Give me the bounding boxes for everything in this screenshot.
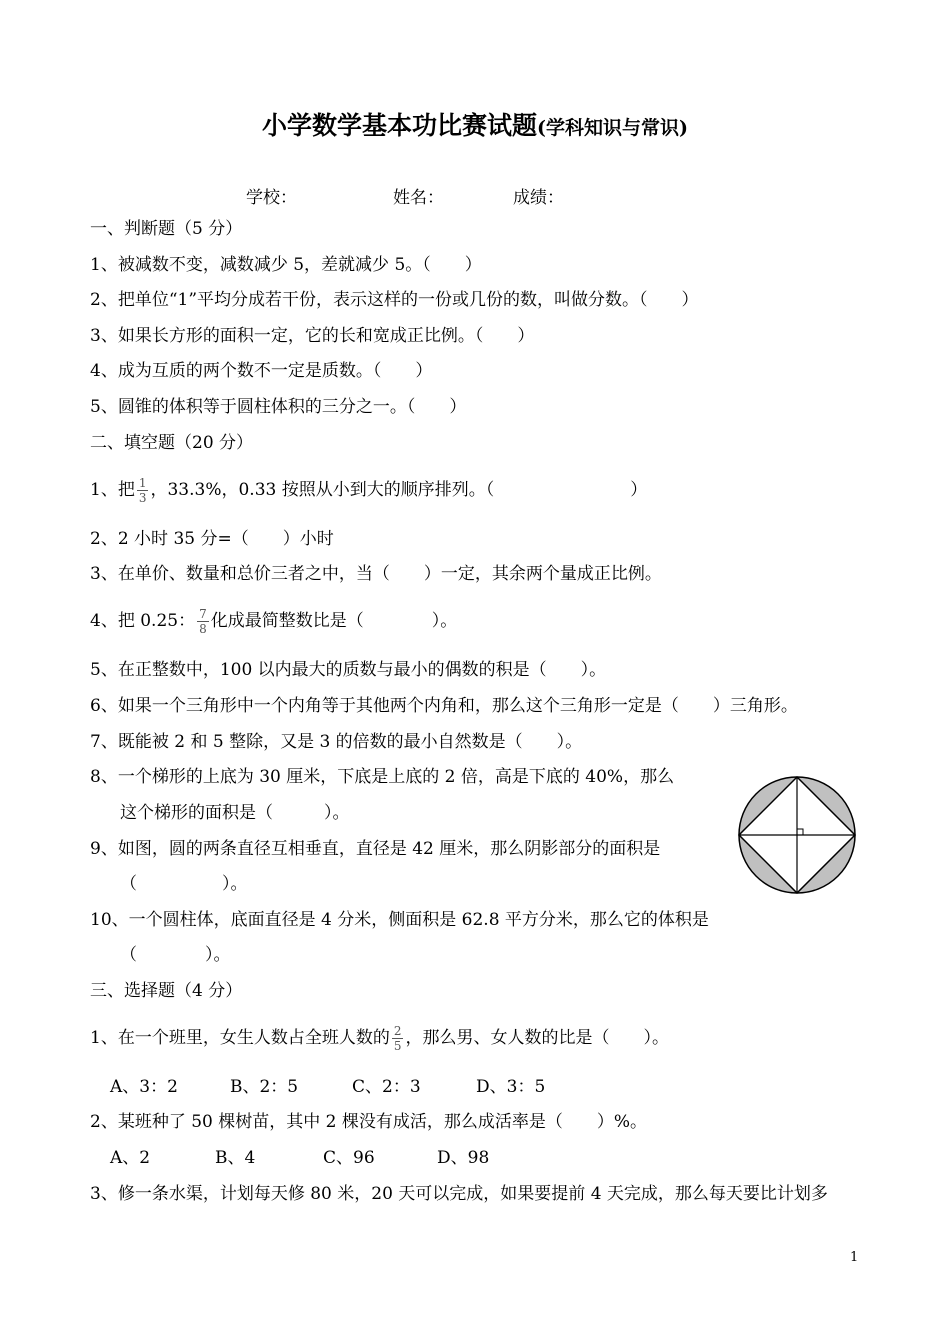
s2-question-8-line2: 这个梯形的面积是（ ）。 xyxy=(120,803,350,823)
section3-heading: 三、选择题（4 分） xyxy=(90,981,243,1001)
s2-question-10-line2: （ ）。 xyxy=(120,945,231,965)
s2-question-2: 2、2 小时 35 分=（ ）小时 xyxy=(90,529,334,549)
s3-q2-option-b: B、4 xyxy=(215,1148,256,1168)
s2-question-5: 5、在正整数中，100 以内最大的质数与最小的偶数的积是（ ）。 xyxy=(90,660,607,680)
name-field-label: 姓名： xyxy=(393,188,444,208)
s3-q1-option-c: C、2：3 xyxy=(352,1077,421,1097)
s3-q1-option-d: D、3：5 xyxy=(476,1077,546,1097)
s1-question-1: 1、被减数不变，减数减少 5，差就减少 5。（ ） xyxy=(90,255,482,275)
s3-q2-option-d: D、98 xyxy=(437,1148,490,1168)
fraction-seven-eighths: $\frac{7}{8}$ xyxy=(199,607,207,636)
circle-square-figure xyxy=(737,775,857,895)
s3-question-2: 2、某班种了 50 棵树苗，其中 2 棵没有成活，那么成活率是（ ）%。 xyxy=(90,1112,648,1132)
s3-q2-option-c: C、96 xyxy=(323,1148,375,1168)
page-number: 1 xyxy=(850,1250,859,1265)
s2-question-9-line2: （ ）。 xyxy=(120,874,248,894)
s3-q2-option-a: A、2 xyxy=(110,1148,151,1168)
s3-q1-option-a: A、3：2 xyxy=(110,1077,178,1097)
fraction-one-third: $\frac{1}{3}$ xyxy=(138,476,147,505)
fraction-two-fifths: $\frac{2}{5}$ xyxy=(393,1024,402,1053)
s2-question-4: 4、把 0.25： $\frac{7}{8}$ 化成最简整数比是（ ）。 xyxy=(90,607,458,636)
s2-question-3: 3、在单价、数量和总价三者之中，当（ ）一定，其余两个量成正比例。 xyxy=(90,564,662,584)
s1-question-3: 3、如果长方形的面积一定，它的长和宽成正比例。（ ） xyxy=(90,326,535,346)
s1-question-5: 5、圆锥的体积等于圆柱体积的三分之一。（ ） xyxy=(90,397,467,417)
score-field-label: 成绩： xyxy=(513,188,564,208)
s3-q1-option-b: B、2：5 xyxy=(230,1077,299,1097)
s2-question-6: 6、如果一个三角形中一个内角等于其他两个内角和，那么这个三角形一定是（ ）三角形。 xyxy=(90,696,798,716)
s2-question-9-line1: 9、如图，圆的两条直径互相垂直，直径是 42 厘米，那么阴影部分的面积是 xyxy=(90,839,661,859)
s2-question-8-line1: 8、一个梯形的上底为 30 厘米，下底是上底的 2 倍，高是下底的 40%，那么 xyxy=(90,767,675,787)
s2-question-10-line1: 10、一个圆柱体，底面直径是 4 分米，侧面积是 62.8 平方分米，那么它的体积是 xyxy=(90,910,709,930)
s3-question-1: 1、在一个班里，女生人数占全班人数的 $\frac{2}{5}$ ，那么男、女人数的比是（ ）。 xyxy=(90,1024,669,1053)
section1-heading: 一、判断题（5 分） xyxy=(90,219,243,239)
section2-heading: 二、填空题（20 分） xyxy=(90,433,254,453)
s2-question-7: 7、既能被 2 和 5 整除，又是 3 的倍数的最小自然数是（ ）。 xyxy=(90,732,583,752)
school-field-label: 学校： xyxy=(246,188,297,208)
s1-question-4: 4、成为互质的两个数不一定是质数。（ ） xyxy=(90,361,433,381)
page-title: 小学数学基本功比赛试题(学科知识与常识) xyxy=(262,111,688,140)
s1-question-2: 2、把单位“1”平均分成若干份，表示这样的一份或几份的数，叫做分数。（ ） xyxy=(90,290,699,310)
s2-question-1: 1、把 $\frac{1}{3}$ ，33.3%，0.33 按照从小到大的顺序排列。（ ） xyxy=(90,476,648,505)
s3-question-3: 3、修一条水渠，计划每天修 80 米，20 天可以完成，如果要提前 4 天完成，那么每天要比计划多 xyxy=(90,1184,828,1204)
